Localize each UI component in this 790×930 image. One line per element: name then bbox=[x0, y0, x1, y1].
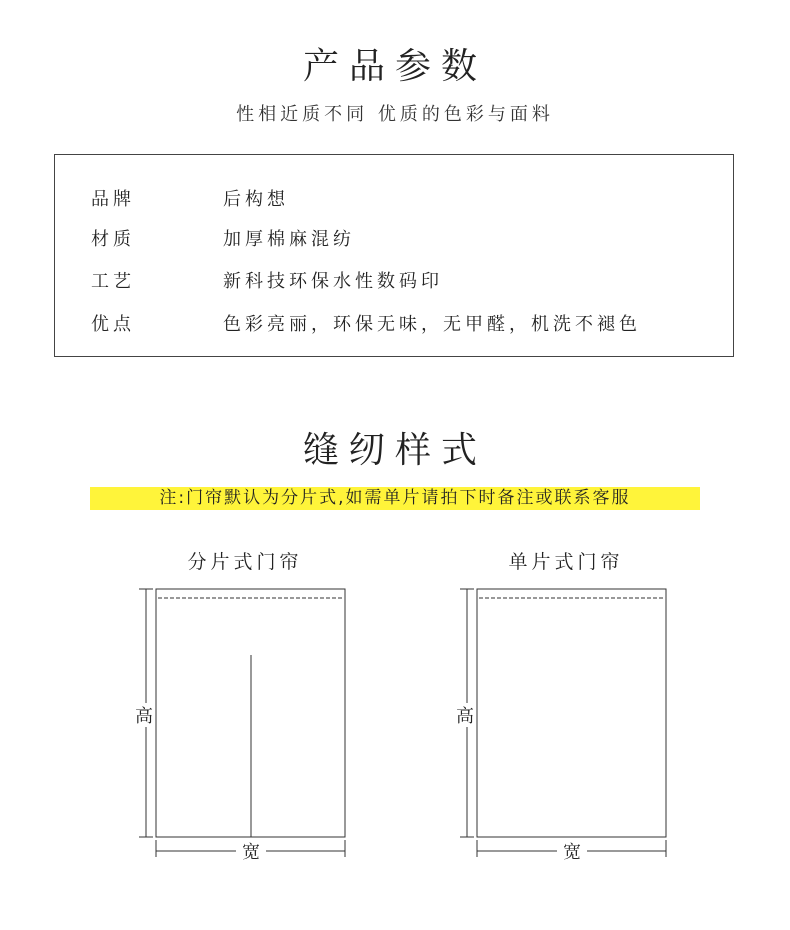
diagram-title-split: 分片式门帘 bbox=[187, 551, 303, 573]
single-height-label: 高 bbox=[456, 706, 474, 727]
param-label-advantage: 优点 bbox=[91, 314, 135, 335]
param-value-brand: 后构想 bbox=[223, 189, 289, 210]
split-curtain-diagram bbox=[135, 589, 345, 863]
split-height-label: 高 bbox=[135, 706, 153, 727]
diagram-title-single: 单片式门帘 bbox=[508, 551, 624, 573]
param-value-advantage: 色彩亮丽，环保无味，无甲醛，机洗不褪色 bbox=[223, 314, 641, 335]
param-value-craft: 新科技环保水性数码印 bbox=[223, 271, 443, 292]
param-label-material: 材质 bbox=[91, 229, 135, 250]
param-label-brand: 品牌 bbox=[91, 189, 135, 210]
single-curtain-outline bbox=[477, 589, 666, 837]
params-subtitle: 性相近质不同 优质的色彩与面料 bbox=[236, 104, 554, 125]
notice-banner: 注:门帘默认为分片式,如需单片请拍下时备注或联系客服 bbox=[90, 487, 700, 510]
split-width-label: 宽 bbox=[242, 842, 260, 863]
sewing-title: 缝纫样式 bbox=[302, 430, 487, 471]
single-curtain-diagram bbox=[456, 589, 666, 863]
param-label-craft: 工艺 bbox=[91, 271, 135, 292]
single-width-label: 宽 bbox=[563, 842, 581, 863]
params-title: 产品参数 bbox=[302, 46, 487, 87]
param-value-material: 加厚棉麻混纺 bbox=[223, 229, 355, 250]
